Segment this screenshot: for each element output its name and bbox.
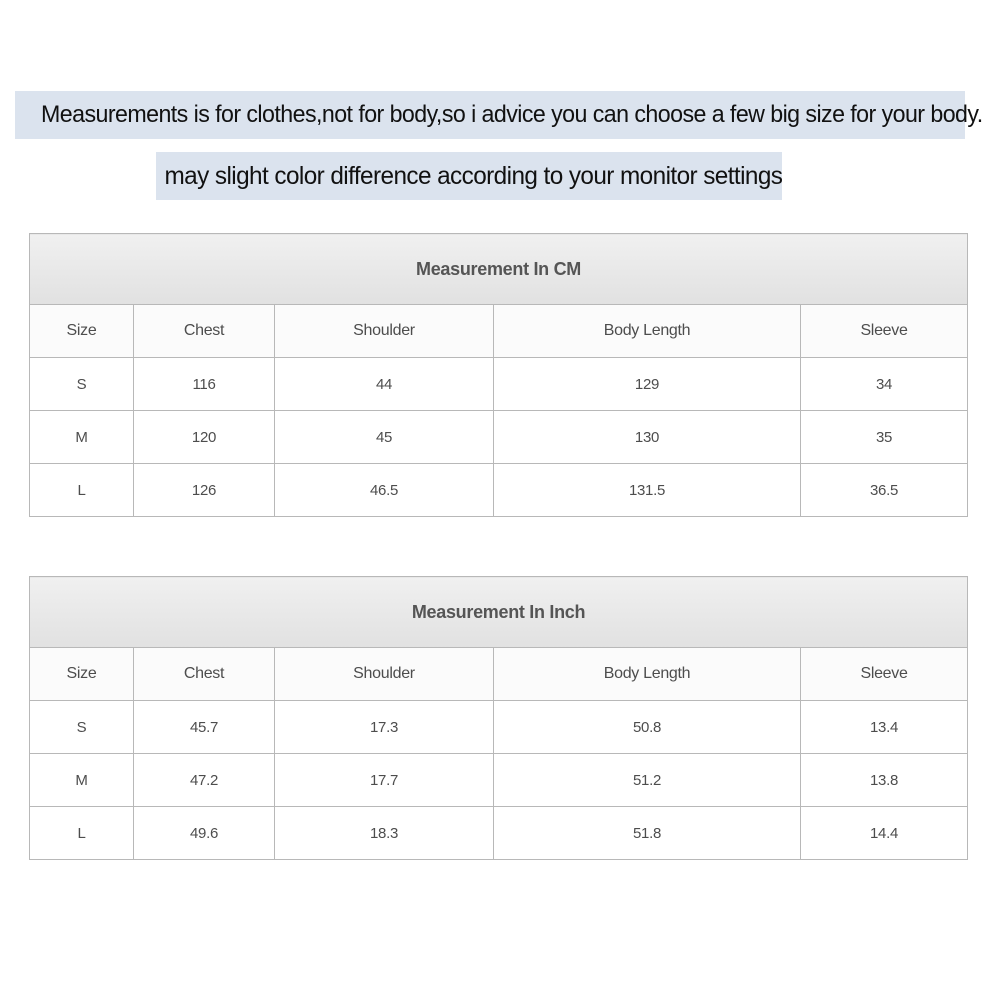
cell-body-length: 51.8 [494, 807, 801, 860]
size-advice-notice: Measurements is for clothes,not for body,so i advice you can choose a few big size for your body. [15, 91, 965, 139]
table-row [30, 754, 968, 807]
table-title-row [30, 234, 968, 305]
cell-size: S [30, 701, 134, 754]
cell-chest: 47.2 [134, 754, 275, 807]
header-body-length: Body Length [494, 648, 801, 701]
cell-shoulder: 17.7 [275, 754, 494, 807]
table-title-row [30, 577, 968, 648]
table-row [30, 358, 968, 411]
table-row [30, 411, 968, 464]
table-row [30, 701, 968, 754]
header-size: Size [30, 648, 134, 701]
cell-chest: 120 [134, 411, 275, 464]
header-shoulder: Shoulder [275, 305, 494, 358]
cell-shoulder: 18.3 [275, 807, 494, 860]
cell-sleeve: 13.8 [801, 754, 968, 807]
header-shoulder: Shoulder [275, 648, 494, 701]
cell-shoulder: 46.5 [275, 464, 494, 517]
header-body-length: Body Length [494, 305, 801, 358]
color-difference-notice: may slight color difference according to your monitor settings [156, 152, 782, 200]
table-header-row [30, 305, 968, 358]
cell-chest: 126 [134, 464, 275, 517]
cell-body-length: 130 [494, 411, 801, 464]
cell-body-length: 51.2 [494, 754, 801, 807]
cell-size: M [30, 754, 134, 807]
cell-size: M [30, 411, 134, 464]
table-header-row [30, 648, 968, 701]
cell-sleeve: 13.4 [801, 701, 968, 754]
cell-body-length: 131.5 [494, 464, 801, 517]
table-title: Measurement In CM [30, 234, 968, 305]
cell-chest: 116 [134, 358, 275, 411]
cell-body-length: 129 [494, 358, 801, 411]
header-sleeve: Sleeve [801, 648, 968, 701]
cell-shoulder: 45 [275, 411, 494, 464]
cell-size: L [30, 464, 134, 517]
cell-body-length: 50.8 [494, 701, 801, 754]
cell-sleeve: 34 [801, 358, 968, 411]
cell-sleeve: 14.4 [801, 807, 968, 860]
header-chest: Chest [134, 305, 275, 358]
cell-shoulder: 44 [275, 358, 494, 411]
header-size: Size [30, 305, 134, 358]
measurement-table-inch [29, 576, 968, 860]
cell-size: S [30, 358, 134, 411]
cell-chest: 49.6 [134, 807, 275, 860]
table-row [30, 464, 968, 517]
table-title: Measurement In Inch [30, 577, 968, 648]
measurement-table-cm [29, 233, 968, 517]
table-row [30, 807, 968, 860]
cell-size: L [30, 807, 134, 860]
cell-shoulder: 17.3 [275, 701, 494, 754]
header-sleeve: Sleeve [801, 305, 968, 358]
header-chest: Chest [134, 648, 275, 701]
cell-chest: 45.7 [134, 701, 275, 754]
cell-sleeve: 35 [801, 411, 968, 464]
cell-sleeve: 36.5 [801, 464, 968, 517]
